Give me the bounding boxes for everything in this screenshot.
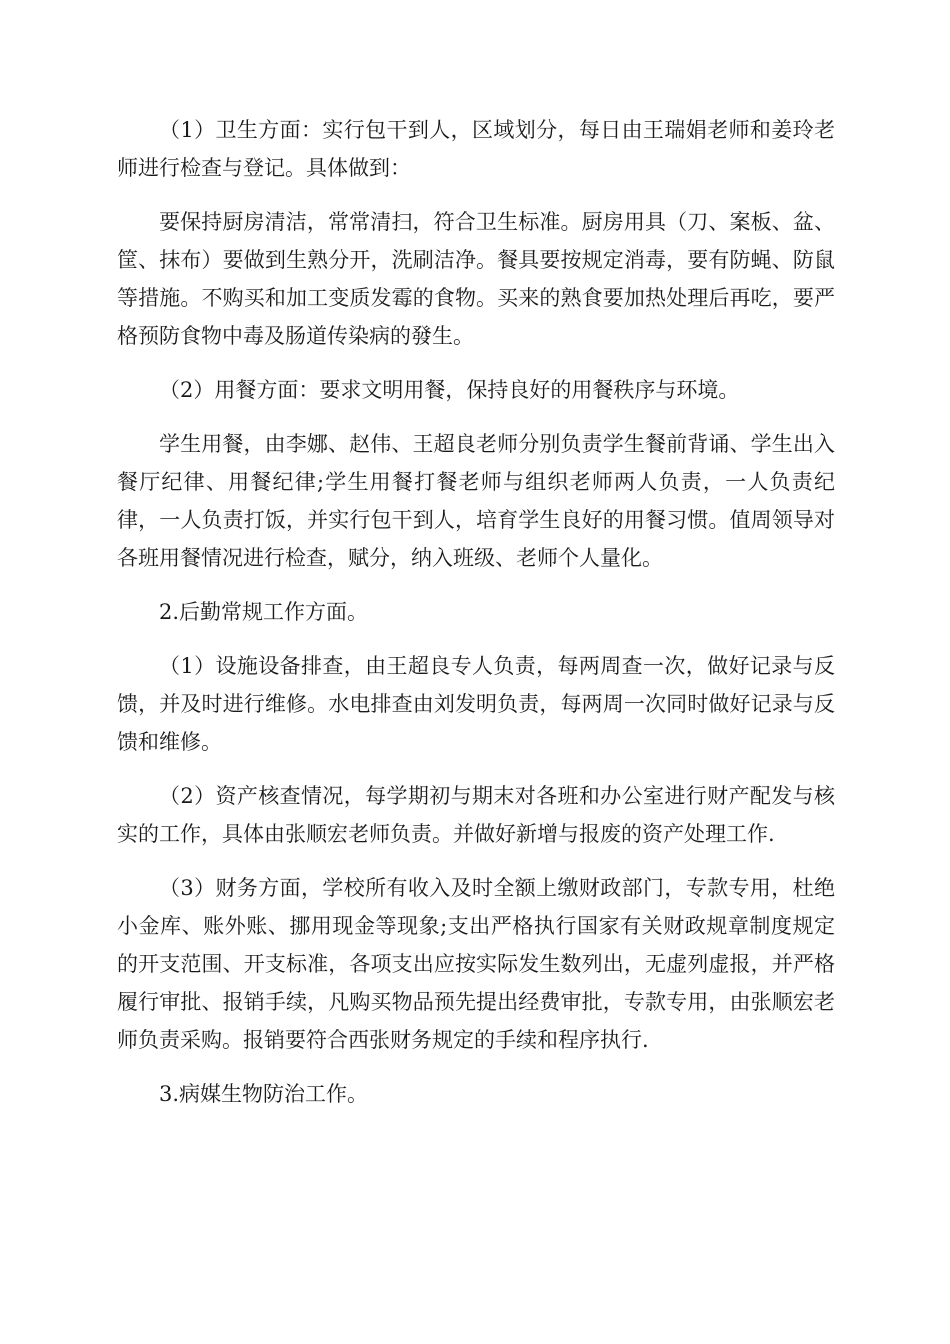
paragraph-hygiene: （1）卫生方面：实行包干到人，区域划分，每日由王瑞娟老师和姜玲老师进行检查与登记。具体做到：: [117, 118, 835, 180]
paragraph-asset-check: （2）资产核查情况，每学期初与期末对各班和办公室进行财产配发与核实的工作，具体由张顺宏老师负责。并做好新增与报废的资产处理工作.: [117, 784, 835, 846]
paragraph-finance: （3）财务方面，学校所有收入及时全额上缴财政部门，专款专用，杜绝小金库、账外账、挪用现金等现象;支出严格执行国家有关财政规章制度规定的开支范围、开支标准，各项支出应按实际发生数列出，无虚列虚报，并严格履行审批、报销手续，凡购买物品预先提出经费审批，专款专用，由张顺宏老师负责采购。报销要符合西张财务规定的手续和程序执行.: [117, 876, 835, 1052]
section-heading-logistics: 2.后勤常规工作方面。: [159, 600, 369, 624]
section-heading-pest-control: 3.病媒生物防治工作。: [159, 1082, 369, 1106]
paragraph-facility-inspection: （1）设施设备排查，由王超良专人负责，每两周查一次，做好记录与反馈，并及时进行维修。水电排查由刘发明负责，每两周一次同时做好记录与反馈和维修。: [117, 654, 835, 754]
document-body: [117, 111, 835, 1129]
paragraph-student-dining: 学生用餐，由李娜、赵伟、王超良老师分别负责学生餐前背诵、学生出入餐厅纪律、用餐纪律;学生用餐打餐老师与组织老师两人负责，一人负责纪律，一人负责打饭，并实行包干到人，培育学生良好的用餐习惯。值周领导对各班用餐情况进行检查，赋分，纳入班级、老师个人量化。: [117, 432, 835, 570]
paragraph-dining: （2）用餐方面：要求文明用餐，保持良好的用餐秩序与环境。: [159, 378, 740, 402]
paragraph-kitchen-cleanliness: 要保持厨房清洁，常常清扫，符合卫生标准。厨房用具（刀、案板、盆、筐、抹布）要做到生熟分开，洗刷洁净。餐具要按规定消毒，要有防蝇、防鼠等措施。不购买和加工变质发霉的食物。买来的熟食要加热处理后再吃，要严格预防食物中毒及肠道传染病的發生。: [117, 210, 835, 348]
